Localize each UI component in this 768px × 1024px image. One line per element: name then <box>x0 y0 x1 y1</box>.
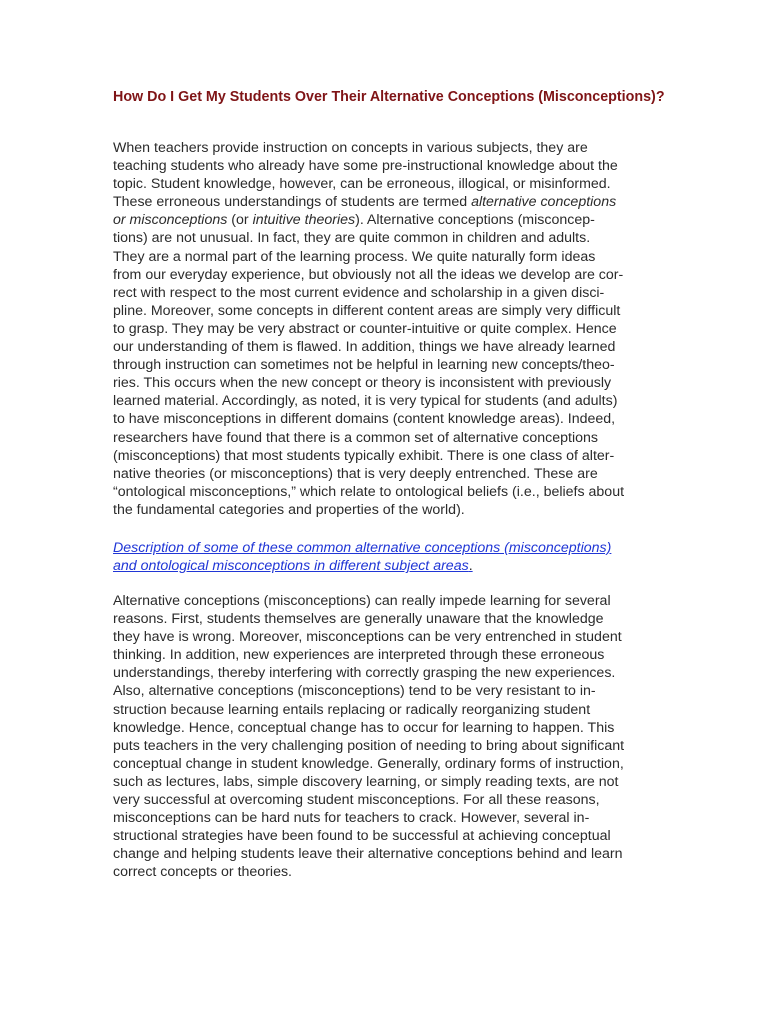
paragraph-line <box>113 211 713 229</box>
paragraph-line <box>113 429 713 447</box>
text-segment: learned material. Accordingly, as noted, it is very typical for students (and adults) <box>113 393 618 410</box>
paragraph-line <box>113 248 713 266</box>
text-segment: ries. This occurs when the new concept or theory is inconsistent with previously <box>113 375 612 392</box>
paragraph-line <box>113 392 713 410</box>
italic-term: or misconceptions <box>113 212 228 229</box>
paragraph-line <box>113 501 713 519</box>
paragraph-line <box>113 175 713 193</box>
paragraph-line <box>113 374 713 392</box>
paragraph-line <box>113 229 713 247</box>
paragraph-line: knowledge. Hence, conceptual change has to occur for learning to happen. This <box>113 719 615 736</box>
paragraph-line <box>113 338 713 356</box>
text-segment: our understanding of them is flawed. In addition, things we have already learned <box>113 339 616 356</box>
text-segment: teaching students who already have some pre-instructional knowledge about the <box>113 158 618 175</box>
paragraph-line: very successful at overcoming student misconceptions. For all these reasons, <box>113 792 600 809</box>
paragraph-line <box>113 266 713 284</box>
italic-term: intuitive theories <box>252 212 356 229</box>
page-title: How Do I Get My Students Over Their Alternative Conceptions (Misconceptions)? <box>113 89 665 105</box>
description-link[interactable] <box>113 539 713 575</box>
paragraph-line <box>113 410 713 428</box>
link-trailing-period: . <box>468 558 473 575</box>
paragraph-impede <box>113 592 713 882</box>
paragraph-line <box>113 139 713 157</box>
text-segment: to have misconceptions in different domains (content knowledge areas). Indeed, <box>113 411 616 428</box>
text-segment: rect with respect to the most current evidence and scholarship in a given disci- <box>113 284 605 301</box>
link-text-line-2-text[interactable]: and ontological misconceptions in different subject areas <box>113 558 469 575</box>
paragraph-line <box>113 302 713 320</box>
text-segment: pline. Moreover, some concepts in different content areas are simply very difficult <box>113 302 621 319</box>
paragraph-line: misconceptions can be hard nuts for teachers to crack. However, several in- <box>113 810 590 827</box>
text-segment: “ontological misconceptions,” which relate to ontological beliefs (i.e., beliefs about <box>113 483 625 500</box>
paragraph-line: they have is wrong. Moreover, misconceptions can be very entrenched in student <box>113 629 622 646</box>
link-text-line-2[interactable] <box>113 557 713 575</box>
link-text-line-1[interactable]: Description of some of these common alternative conceptions (misconceptions) <box>113 540 612 556</box>
paragraph-line: change and helping students leave their alternative conceptions behind and learn <box>113 846 623 863</box>
text-segment: tions) are not unusual. In fact, they are quite common in children and adults. <box>113 230 591 247</box>
paragraph-line: thinking. In addition, new experiences are interpreted through these erroneous <box>113 647 605 664</box>
paragraph-line <box>113 284 713 302</box>
text-segment: researchers have found that there is a common set of alternative conceptions <box>113 429 599 446</box>
text-segment: the fundamental categories and properties of the world). <box>113 501 465 518</box>
text-segment: They are a normal part of the learning process. We quite naturally form ideas <box>113 248 596 265</box>
italic-term: alternative conceptions <box>471 194 617 211</box>
text-segment: topic. Student knowledge, however, can be erroneous, illogical, or misinformed. <box>113 176 611 193</box>
paragraph-line: conceptual change in student knowledge. Generally, ordinary forms of instruction, <box>113 755 624 772</box>
paragraph-line: puts teachers in the very challenging position of needing to bring about significant <box>113 737 625 754</box>
paragraph-line: struction because learning entails replacing or radically reorganizing student <box>113 701 591 718</box>
paragraph-line: correct concepts or theories. <box>113 864 292 881</box>
paragraph-line <box>113 465 713 483</box>
text-segment: from our everyday experience, but obviously not all the ideas we develop are cor- <box>113 266 624 283</box>
paragraph-line: Also, alternative conceptions (misconceptions) tend to be very resistant to in- <box>113 683 596 700</box>
paragraph-line <box>113 320 713 338</box>
text-segment: (misconceptions) that most students typically exhibit. There is one class of alter- <box>113 447 615 464</box>
paragraph-intro <box>113 139 713 519</box>
text-segment: through instruction can sometimes not be helpful in learning new concepts/theo- <box>113 357 615 374</box>
paragraph-line <box>113 447 713 465</box>
paragraph-line: Alternative conceptions (misconceptions) can really impede learning for several <box>113 593 611 609</box>
text-segment: ). Alternative conceptions (misconcep- <box>355 212 595 229</box>
text-segment: When teachers provide instruction on concepts in various subjects, they are <box>113 140 588 156</box>
paragraph-line: structional strategies have been found to be successful at achieving conceptual <box>113 828 611 845</box>
text-segment: to grasp. They may be very abstract or counter-intuitive or quite complex. Hence <box>113 320 617 337</box>
paragraph-line <box>113 193 713 211</box>
text-segment: These erroneous understandings of students are termed <box>113 194 472 211</box>
paragraph-line <box>113 356 713 374</box>
paragraph-line: such as lectures, labs, simple discovery learning, or simply reading texts, are not <box>113 773 619 790</box>
text-segment: (or <box>227 212 253 229</box>
paragraph-line <box>113 483 713 501</box>
paragraph-line: understandings, thereby interfering with correctly grasping the new experiences. <box>113 665 616 682</box>
paragraph-line <box>113 157 713 175</box>
text-segment: native theories (or misconceptions) that is very deeply entrenched. These are <box>113 465 598 482</box>
paragraph-line: reasons. First, students themselves are generally unaware that the knowledge <box>113 611 604 628</box>
